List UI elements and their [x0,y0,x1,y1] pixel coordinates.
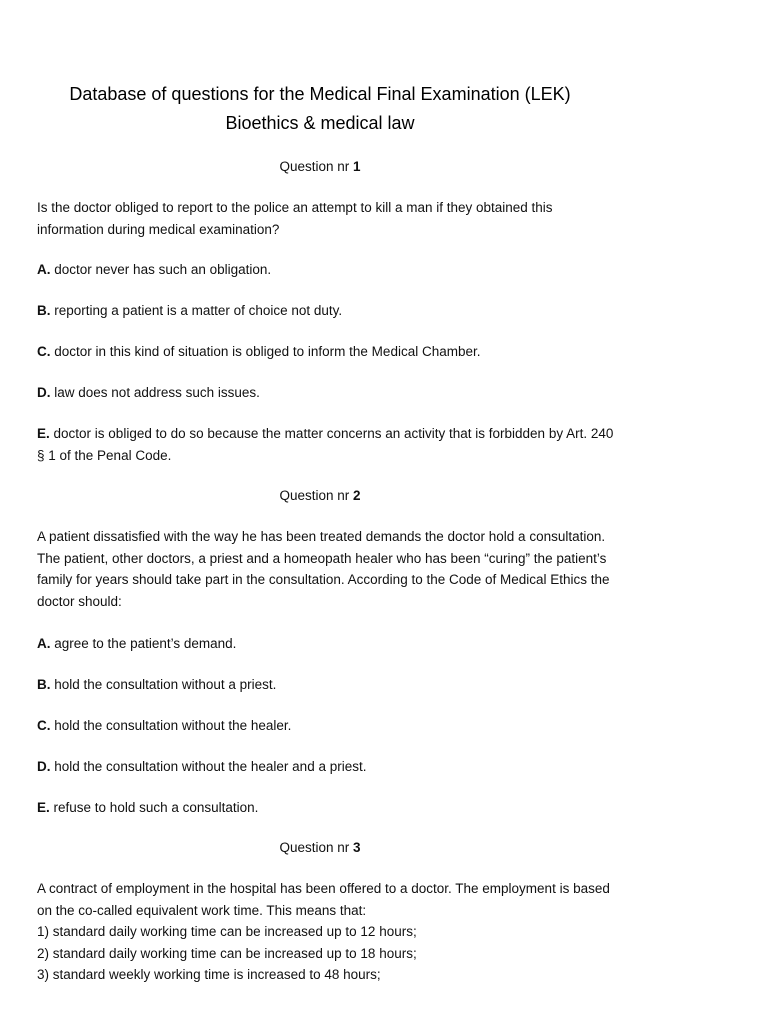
list-item: 1) standard daily working time can be increased up to 12 hours; [37,924,417,939]
question-text: A contract of employment in the hospital has been offered to a doctor. The employment is based on the co-called equivalent work time. This means that: [37,881,610,918]
option-text: hold the consultation without the healer. [54,718,292,733]
document-subtitle: Bioethics & medical law [225,113,415,133]
option-text: law does not address such issues. [54,385,260,400]
option-text: refuse to hold such a consultation. [53,800,259,815]
answer-option [37,756,617,778]
list-item: 3) standard weekly working time is increased to 48 hours; [37,967,381,982]
option-letter: E. [37,426,50,441]
answer-option [37,674,617,696]
option-text: doctor is obliged to do so because the matter concerns an activity that is forbidden by Art. 240 § 1 of the Penal Code. [37,426,614,463]
option-letter: B. [37,303,51,318]
question-heading [0,839,640,857]
question-label: Question nr [279,159,350,174]
option-letter: C. [37,718,51,733]
question-label: Question nr [279,840,350,855]
option-letter: E. [37,800,50,815]
option-letter: D. [37,759,51,774]
question-heading [0,158,640,176]
option-text: hold the consultation without the healer and a priest. [54,759,367,774]
option-text: hold the consultation without a priest. [54,677,277,692]
option-letter: B. [37,677,51,692]
option-letter: A. [37,262,51,277]
question-text: A patient dissatisfied with the way he has been treated demands the doctor hold a consultation. The patient, other doctors, a priest and a homeopath healer who has been “curing” the patient’s family for years should take part in the consultation. According to the Code of Medical Ethics the doctor should: [37,529,610,609]
option-text: doctor in this kind of situation is obliged to inform the Medical Chamber. [54,344,481,359]
answer-option [37,797,617,819]
option-letter: C. [37,344,51,359]
option-text: agree to the patient’s demand. [54,636,237,651]
question-number: 1 [353,159,361,174]
answer-option [37,300,617,322]
answer-option [37,715,617,737]
answer-option [37,382,617,404]
document-title: Database of questions for the Medical Final Examination (LEK) [69,84,571,104]
question-number: 2 [353,488,361,503]
option-letter: D. [37,385,51,400]
answer-option [37,259,617,281]
question-heading [0,487,640,505]
answer-option [37,341,617,363]
option-text: doctor never has such an obligation. [54,262,272,277]
answer-option [37,633,617,655]
option-text: reporting a patient is a matter of choice not duty. [54,303,343,318]
question-number: 3 [353,840,361,855]
option-letter: A. [37,636,51,651]
question-label: Question nr [279,488,350,503]
question-text: Is the doctor obliged to report to the police an attempt to kill a man if they obtained this information during medical examination? [37,200,553,237]
list-item: 2) standard daily working time can be increased up to 18 hours; [37,945,417,961]
answer-option [37,423,617,466]
